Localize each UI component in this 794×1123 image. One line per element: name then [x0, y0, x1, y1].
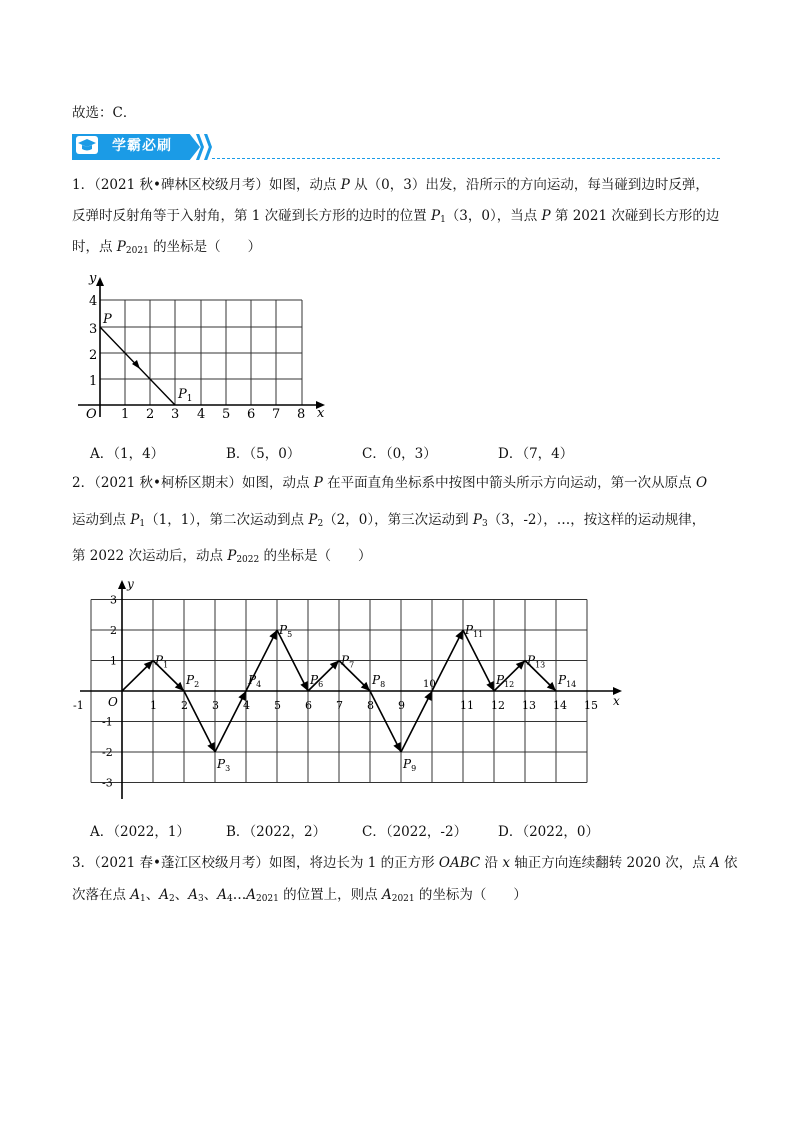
- y-tick: 2: [110, 624, 117, 637]
- graduation-cap-icon: [76, 136, 98, 154]
- x-tick: 9: [398, 699, 405, 712]
- point-label: $P_{14}$: [558, 673, 577, 689]
- point-label: $P_{12}$: [496, 673, 515, 689]
- q1-line1: 1．（2021 秋•碑林区校级月考）如图，动点 P 从（0，3）出发，沿所示的方向运动，每当碰到边时反弹，: [72, 177, 709, 193]
- q2-figure: [70, 574, 630, 804]
- y-tick: 2: [89, 348, 98, 363]
- y-tick: -1: [102, 715, 113, 729]
- x-tick: 8: [297, 407, 306, 422]
- q2-line2: 运动到点 $P_1(1$，1），第二次运动到点 $P_2(2$，0），第三次运动到 $P_3(3$，-2），…，按这样的运动规律，: [72, 512, 706, 529]
- y-axis-label: y: [127, 577, 134, 591]
- x-tick: 12: [491, 699, 505, 712]
- x-tick: 3: [212, 699, 219, 712]
- q2-option-d: D．（2022，0）: [498, 824, 600, 840]
- x-axis-label: x: [613, 694, 620, 708]
- y-tick: -3: [102, 776, 113, 790]
- q3-line2: 次落在点 $A_1$、$A_2$、$A_3$、$A_4\dots A_{2021}$ 的位置上，则点 $A_{2021}$ 的坐标为（ ）: [72, 887, 527, 904]
- point-label: 10: [423, 679, 436, 690]
- x-tick: 3: [171, 407, 180, 422]
- q1-option-d: D．（7，4）: [498, 446, 574, 462]
- q3-line1: 3．（2021 春•蓬江区校级月考）如图，将边长为 1 的正方形 OABC 沿 x 轴正方向连续翻转 2020 次，点 A 依: [72, 855, 738, 871]
- origin-label: O: [86, 407, 97, 422]
- x-tick: 5: [222, 407, 231, 422]
- x-axis-label: x: [317, 406, 325, 421]
- y-tick: 3: [89, 322, 98, 337]
- x-tick: 7: [272, 407, 281, 422]
- x-tick: 4: [243, 699, 250, 712]
- y-tick: 1: [89, 374, 98, 389]
- x-tick: 1: [121, 407, 130, 422]
- point-label: $P_6$: [310, 673, 324, 689]
- q1-option-b: B．（5，0）: [226, 446, 301, 462]
- q1-figure: [70, 265, 340, 425]
- section-banner: [72, 132, 722, 162]
- y-axis-label: y: [89, 271, 97, 286]
- q2-option-b: B．（2022，2）: [226, 824, 327, 840]
- point-label: $P_2$: [186, 673, 200, 689]
- q2-line3: 第 2022 次运动后，动点 $P_{2022}$ 的坐标是（ ）: [72, 548, 372, 565]
- q1-option-c: C．（0，3）: [362, 446, 437, 462]
- point-label: $P_1$: [155, 653, 169, 670]
- q2-option-c: C．（2022，-2）: [362, 824, 468, 840]
- chevron-decoration: [204, 134, 212, 160]
- x-tick: 1: [150, 699, 157, 712]
- point-label: $P_5$: [279, 623, 293, 639]
- x-tick: 7: [336, 699, 343, 712]
- point-p1-label: $P_1$: [178, 387, 193, 404]
- point-label: $P_3$: [217, 757, 231, 773]
- x-tick: 2: [146, 407, 155, 422]
- q1-line2: 反弹时反射角等于入射角，第 1 次碰到长方形的边时的位置 $P_1(3$，0），当点 P 第 2021 次碰到长方形的边: [72, 208, 720, 225]
- x-tick: 8: [367, 699, 374, 712]
- q1-line3: 时，点 $P_{2021}$ 的坐标是（ ）: [72, 239, 262, 256]
- x-tick: 6: [247, 407, 256, 422]
- previous-answer: 故选：C．: [72, 105, 137, 121]
- point-p-label: P: [103, 312, 112, 327]
- x-tick: 6: [305, 699, 312, 712]
- point-label: $P_8$: [372, 673, 386, 689]
- q2-line1: 2．（2021 秋•柯桥区期末）如图，动点 P 在平面直角坐标系中按图中箭头所示方向运动，第一次从原点 O: [72, 475, 708, 491]
- x-tick: 4: [197, 407, 206, 422]
- y-tick: 1: [110, 654, 117, 668]
- x-tick: 11: [460, 699, 474, 712]
- point-label: $P_{13}$: [527, 653, 546, 670]
- point-label: $P_4$: [248, 673, 262, 689]
- origin-label: O: [108, 695, 118, 709]
- section-divider: [212, 158, 720, 159]
- point-label: $P_{11}$: [465, 623, 484, 639]
- y-tick: 4: [89, 294, 98, 309]
- point-label: $P_7$: [341, 653, 355, 670]
- point-label: $P_9$: [403, 757, 417, 773]
- x-tick: 5: [274, 699, 281, 712]
- x-tick: 15: [584, 699, 598, 712]
- q1-option-a: A．（1，4）: [90, 446, 165, 462]
- x-tick: 14: [553, 699, 567, 712]
- section-title: 学霸必刷: [112, 138, 172, 154]
- y-tick: 3: [110, 593, 117, 607]
- y-tick: -2: [102, 746, 113, 759]
- q2-option-a: A．（2022，1）: [90, 824, 190, 840]
- x-tick: 13: [522, 699, 536, 712]
- x-tick: 2: [181, 699, 188, 712]
- x-tick: -1: [73, 699, 84, 712]
